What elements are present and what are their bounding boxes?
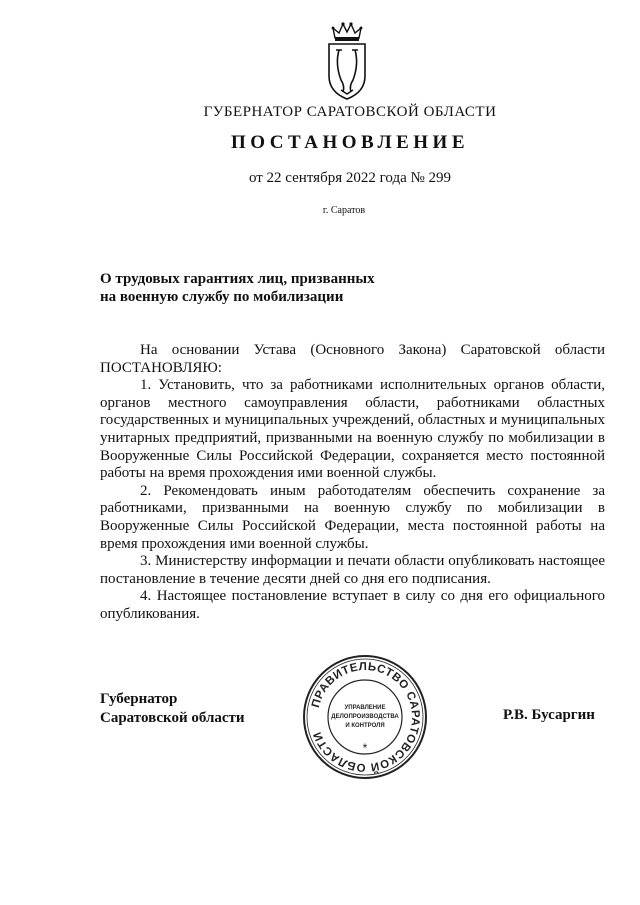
- clause-3: 3. Министерству информации и печати области опубликовать настоящее постановление в течение десяти дней со дня его подписания.: [100, 553, 605, 587]
- seal-center-line-1: УПРАВЛЕНИЕ: [344, 705, 386, 711]
- document-subject: [100, 270, 375, 306]
- seal-center-line-3: И КОНТРОЛЯ: [345, 723, 385, 729]
- city-of-issue: г. Саратов: [322, 205, 366, 216]
- signatory-position: [100, 690, 245, 728]
- official-seal-stamp: [300, 652, 430, 782]
- document-type-title: ПОСТАНОВЛЕНИЕ: [230, 132, 470, 153]
- seal-center-line-2: ДЕЛОПРОИЗВОДСТВА: [331, 714, 399, 720]
- position-line-2: Саратовской области: [100, 710, 245, 726]
- clause-2: 2. Рекомендовать иным работодателям обеспечить сохранение за работниками, призванными на военную службу по мобилизации в Вооруженные Силы Российской Федерации, места постоянной работы на время прохождения ими военной службы.: [100, 482, 605, 552]
- preamble-paragraph: На основании Устава (Основного Закона) Саратовской области ПОСТАНОВЛЯЮ:: [100, 342, 605, 376]
- document-body: [100, 342, 605, 624]
- seal-ring-text: ПРАВИТЕЛЬСТВО САРАТОВСКОЙ ОБЛАСТИ: [309, 660, 422, 774]
- date-and-number: от 22 сентября 2022 года № 299: [248, 170, 452, 186]
- subject-line-2: на военную службу по мобилизации: [100, 289, 344, 305]
- seal-star-icon: *: [362, 741, 368, 755]
- signatory-name: Р.В. Бусаргин: [503, 707, 595, 723]
- subject-line-1: О трудовых гарантиях лиц, призванных: [100, 271, 375, 287]
- issuing-authority: ГУБЕРНАТОР САРАТОВСКОЙ ОБЛАСТИ: [203, 104, 497, 120]
- clause-4: 4. Настоящее постановление вступает в силу со дня его официального опубликования.: [100, 588, 605, 622]
- clause-1: 1. Установить, что за работниками исполнительных органов области, органов местного самоуправления области, работниками областных государственных и муниципальных учреждений, областных и муниципальных унитарных предприятий, призванными на военную службу по мобилизации в Вооруженные Силы Российской Федерации, сохраняется место постоянной работы на время прохождения ими военной службы.: [100, 377, 605, 482]
- position-line-1: Губернатор: [100, 691, 178, 707]
- coat-of-arms-icon: [323, 20, 371, 102]
